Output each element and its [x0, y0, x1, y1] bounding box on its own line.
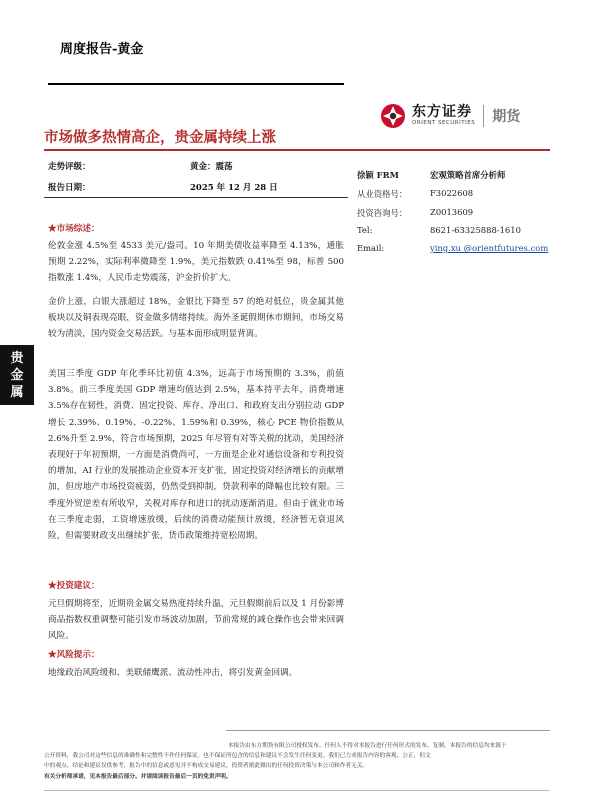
- consult-label: 投资咨询号：: [357, 208, 408, 218]
- sidebar-char: 贵: [10, 350, 24, 366]
- risk-heading: [48, 648, 100, 660]
- logo-futures: 期货: [492, 109, 521, 125]
- trend-value: 黄金：震荡: [190, 162, 233, 172]
- advice-heading: [48, 579, 100, 591]
- title-rule: [44, 149, 550, 151]
- logo-brand-cn: 东方证券: [412, 104, 472, 121]
- star-icon: ★: [48, 581, 57, 591]
- sidebar-char: 金: [10, 367, 24, 383]
- star-icon: ★: [48, 224, 57, 234]
- risk-heading-text: 风险提示：: [56, 650, 100, 660]
- disclaimer-line-3: 中的观点、结论和建议仅供参考，报告中的信息或意见并不构成交易建议，投资者据此做出的任何投资决策与本公司和作者无关。: [44, 763, 369, 769]
- consult-value: Z0013609: [430, 207, 474, 217]
- summary-paragraph-2: 金价上涨，白银大涨超过 18%，金银比下降至 57 的绝对低位，贵金属其他板块以及铜表现亮眼，资金做多情绪持续。海外圣诞假期休市期间，市场交易较为清淡，国内资金交易活跃。与基本面形成明显背离。: [48, 297, 344, 340]
- advice-paragraph: 元旦假期将至，近期贵金属交易热度持续升温，元旦假期前后以及 1 月份影博商品指数权重调整可能引发市场波动加剧，节前常规的减仓操作也会带来回调风险。: [48, 599, 344, 642]
- date-value: 2025 年 12 月 28 日: [190, 183, 278, 193]
- date-label: 报告日期：: [48, 183, 91, 193]
- summary-heading: [48, 222, 100, 234]
- logo-divider: [483, 105, 484, 127]
- disclaimer-line-2: 公开资料，我公司对这些信息的准确性和完整性不作任何保证。也不保证所包含的信息和建议不会发生任何变更。我们已力求报告内容的客观、公正，但文: [44, 753, 431, 759]
- summary-paragraph-1: 伦敦金涨 4.5%至 4533 美元/盎司。10 年期美债收益率降至 4.13%，通胀预期 2.22%，实际利率微降至 1.9%，美元指数跌 0.41%至 98，标普 500 指数涨 1.4%，人民币走势震荡，沪金折价扩大。: [48, 241, 344, 284]
- orient-logo-icon: [380, 103, 406, 129]
- email-link[interactable]: ying.xu @orientfutures.com: [430, 243, 549, 253]
- report-title: 市场做多热情高企，贵金属持续上涨: [44, 130, 276, 146]
- disclaimer-line-4: 有关分析师承诺，见本报告最后部分。并请阅读报告最后一页的免责声明。: [44, 774, 232, 780]
- logo-brand-en: ORIENT SECURITIES: [412, 120, 476, 127]
- company-logo: [380, 101, 550, 131]
- disclaimer-line-1: 本报告由东方期货有限公司授权发布。任何人不得对本报告进行任何形式的发布、复制。本报告的信息均来源于: [228, 743, 507, 749]
- summary-heading-text: 市场综述：: [56, 224, 100, 234]
- analyst-name: 徐颖 FRM: [357, 170, 399, 180]
- risk-paragraph: 地缘政治风险缓和、美联储鹰派、流动性冲击，将引发黄金回调。: [48, 668, 298, 678]
- footer-rule: [44, 790, 550, 791]
- sidebar-category-tab: [0, 345, 34, 405]
- sidebar-char: 属: [10, 384, 24, 400]
- tel-label: Tel:: [357, 225, 373, 235]
- advice-heading-text: 投资建议：: [56, 581, 100, 591]
- tel-value: 8621-63325888-1610: [430, 225, 521, 235]
- logo-brand: [412, 105, 475, 127]
- analyst-title: 宏观策略首席分析师: [430, 170, 506, 180]
- meta-rule: [44, 197, 348, 198]
- header-rule: [48, 83, 344, 85]
- license-value: F3022608: [430, 188, 474, 198]
- summary-paragraph-3: 美国三季度 GDP 年化季环比初值 4.3%，远高于市场预期的 3.3%，前值 3.8%。前三季度美国 GDP 增速均值达到 2.5%，基本持平去年，消费增速 3.5%存在韧性，消费、固定投资、库存、净出口、和政府支出分别拉动 GDP 增长 2.39%、0.19%、-0.22%、1.59%和 0.39%，核心 PCE 物价指数从 2.6%升至 2.9%，符合市场预期，2025 年尽管有对等关税的扰动，美国经济表现好于年初预期，一方面是消费尚可，一方面是企业对通信设备和专利投资的增加，AI 行业的发展推动企业资本开支扩张，固定投资对经济增长的贡献增加，但房地产市场投资疲弱，仍然受到抑制，贷款利率的降幅也比较有限。三季度外贸逆差有所收窄，关税对库存和进口的扰动逐渐消退。但由于就业市场在三季度走弱，工资增速放缓，后续的消费动能预计放缓，经济暂无衰退风险，但需要财政支出继续扩张，货币政策维持宽松周期。: [48, 369, 344, 542]
- report-type-header: 周度报告-黄金: [60, 42, 144, 57]
- email-label: Email:: [357, 243, 385, 253]
- license-label: 从业资格号：: [357, 189, 408, 199]
- disclaimer-rule: [226, 730, 550, 731]
- trend-label: 走势评级：: [48, 162, 91, 172]
- star-icon: ★: [48, 650, 57, 660]
